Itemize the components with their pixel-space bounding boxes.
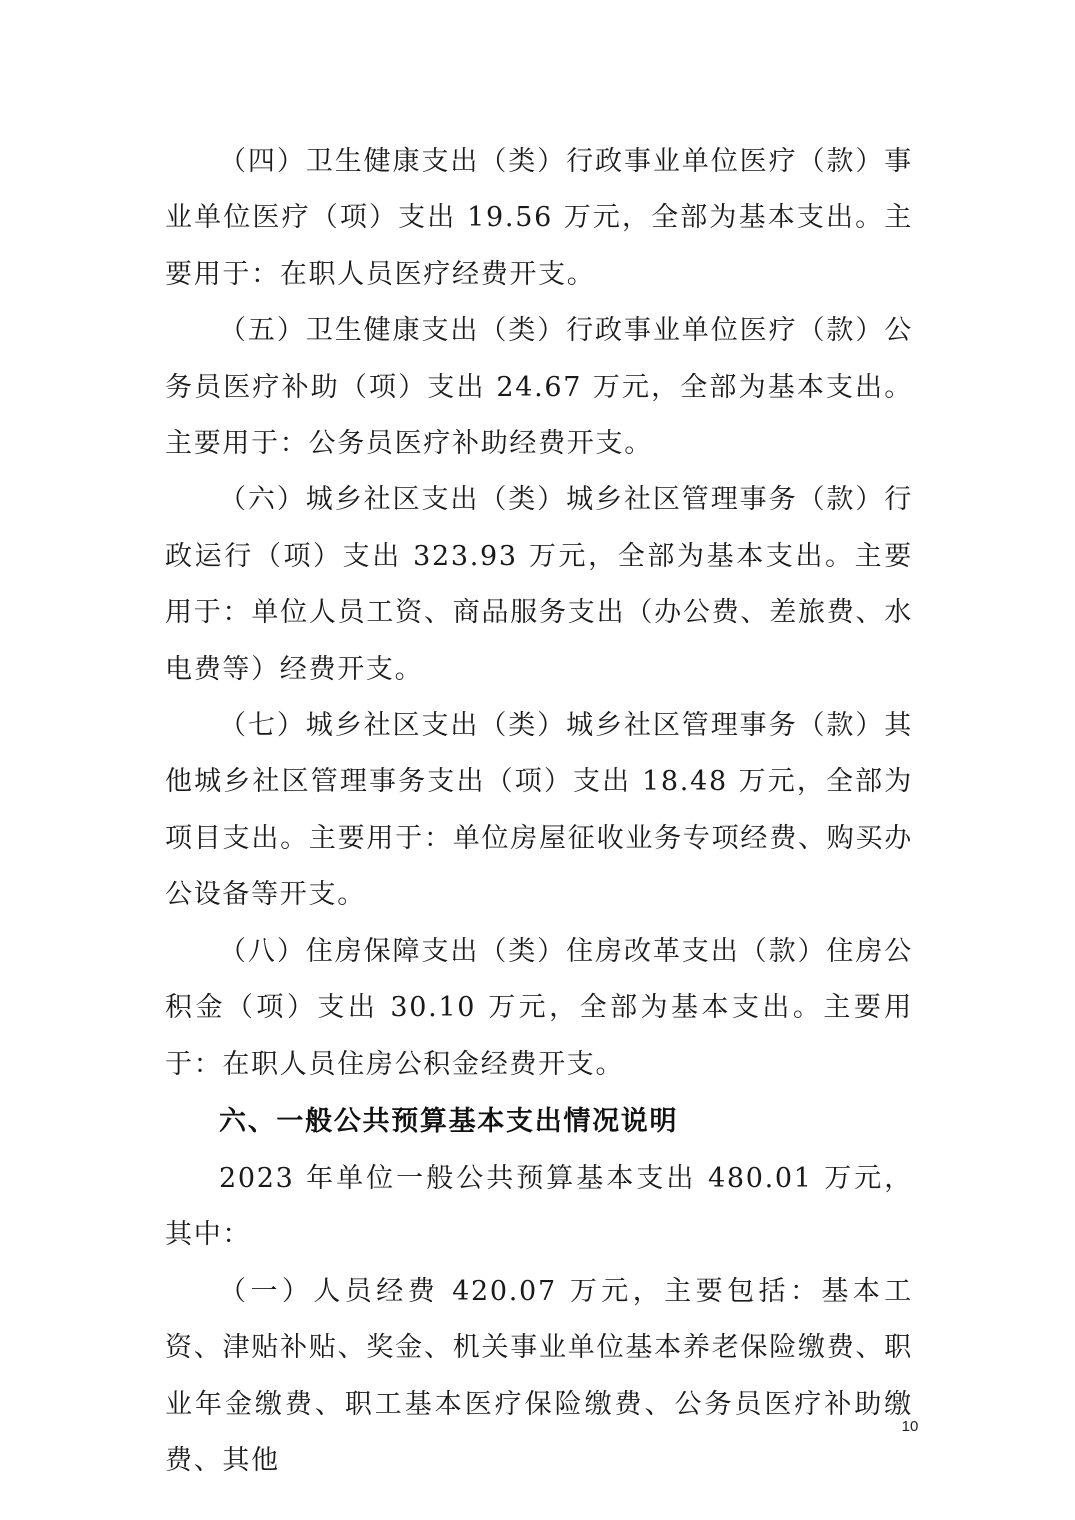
paragraph-personnel-expenses: （一）人员经费 420.07 万元，主要包括：基本工资、津贴补贴、奖金、机关事业单位基本养老保险缴费、职业年金缴费、职工基本医疗保险缴费、公务员医疗补助缴费、其他 [165,1275,913,1476]
paragraph-community-admin-operation: （六）城乡社区支出（类）城乡社区管理事务（款）行政运行（项）支出 323.93 万元，全部为基本支出。主要用于：单位人员工资、商品服务支出（办公费、差旅费、水电费等）经费开支。 [165,484,913,685]
section-heading: 六、一般公共预算基本支出情况说明 [219,1105,679,1137]
paragraph-health-institution-medical: （四）卫生健康支出（类）行政事业单位医疗（款）事业单位医疗（项）支出 19.56 万元，全部为基本支出。主要用于：在职人员医疗经费开支。 [165,146,913,290]
page-number: 10 [901,1418,919,1435]
paragraph-housing-provident-fund: （八）住房保障支出（类）住房改革支出（款）住房公积金（项）支出 30.10 万元，全部为基本支出。主要用于：在职人员住房公积金经费开支。 [165,935,913,1080]
page-body [165,134,913,1489]
paragraph-civil-servant-medical-subsidy: （五）卫生健康支出（类）行政事业单位医疗（款）公务员医疗补助（项）支出 24.67 万元，全部为基本支出。主要用于：公务员医疗补助经费开支。 [165,315,913,460]
paragraph-basic-expenditure-total: 2023 年单位一般公共预算基本支出 480.01 万元，其中： [165,1162,913,1251]
paragraph-community-other-affairs: （七）城乡社区支出（类）城乡社区管理事务（款）其他城乡社区管理事务支出（项）支出 18.48 万元，全部为项目支出。主要用于：单位房屋征收业务专项经费、购买办公设备等开支。 [165,710,913,911]
